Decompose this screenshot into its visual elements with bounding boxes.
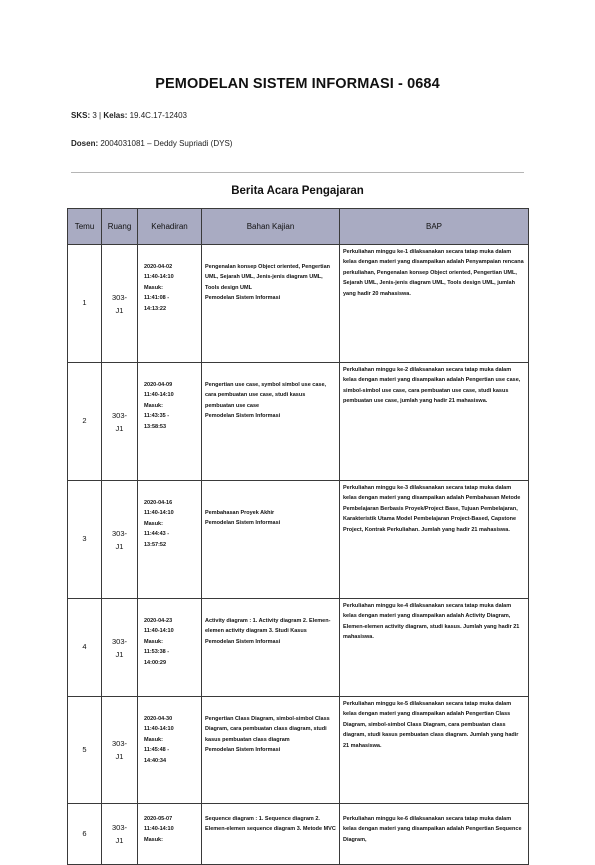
table-row — [68, 245, 529, 363]
kehadiran-text: 2020-05-07 11:40-14:10 Masuk: — [144, 816, 174, 843]
bahan-kajian-text: Activity diagram : 1. Activity diagram 2. Elemen-elemen activity diagram 3. Studi Kasus Pemodelan Sistem Informasi — [205, 618, 331, 645]
cell-bahan-kajian — [202, 481, 340, 599]
cell-kehadiran — [138, 363, 202, 481]
bap-text: Perkuliahan minggu ke-2 dilaksanakan secara tatap muka dalam kelas dengan materi yang disampaikan adalah Pengertian use case, simbol-simbol use case, cara pembuatan use case, studi kasus pembuatan use case, jumlah yang hadir 21 mahasiswa. — [343, 367, 521, 405]
column-header-kehadiran: Kehadiran — [138, 209, 202, 245]
bahan-kajian-text: Sequence diagram : 1. Sequence diagram 2. Elemen-elemen sequence diagram 3. Metode MVC — [205, 816, 336, 833]
cell-bahan-kajian — [202, 363, 340, 481]
cell-ruang — [102, 245, 138, 363]
column-header-bahan-kajian: Bahan Kajian — [202, 209, 340, 245]
ruang-text: 303- J1 — [111, 823, 127, 845]
bahan-kajian-text: Pembahasan Proyek Akhir Pemodelan Sistem Informasi — [205, 510, 281, 527]
column-header-ruang: Ruang — [102, 209, 138, 245]
table-row — [68, 481, 529, 599]
bahan-kajian-text: Pengertian Class Diagram, simbol-simbol Class Diagram, cara pembuatan class diagram, studi kasus pembuatan class diagram Pemodelan Sistem Informasi — [205, 716, 330, 754]
cell-temu: 3 — [68, 481, 102, 599]
bap-text: Perkuliahan minggu ke-1 dilaksanakan secara tatap muka dalam kelas dengan materi yang disampaikan adalah Penyampaian rencana perkuliahan, Pengenalan konsep Object oriented, Pengertian UML, Sejarah UML, Jenis-jenis diagram UML, Tools design UML, jumlah yang hadir 20 mahasiswa. — [343, 249, 524, 297]
dosen-label: Dosen: — [71, 139, 99, 148]
ruang-text: 303- J1 — [111, 636, 127, 659]
cell-ruang — [102, 363, 138, 481]
cell-kehadiran — [138, 481, 202, 599]
header-divider — [71, 172, 524, 173]
cell-bap — [340, 804, 529, 865]
kehadiran-text: 2020-04-09 11:40-14:10 Masuk: 11:43:35 - 13:58:53 — [144, 382, 174, 430]
document-title: PEMODELAN SISTEM INFORMASI - 0684 — [155, 76, 440, 92]
cell-bap — [340, 363, 529, 481]
bap-text: Perkuliahan minggu ke-3 dilaksanakan secara tatap muka dalam kelas dengan materi yang disampaikan adalah Pembahasan Metode Pembelajaran Berbasis Proyek/Project Base, Tujuan Pembelajaran, Karakteristik Utama Model Pembelajaran Project-Based, Capstone Project, Kontrak Perkuliahan. Jumlah yang hadir 21 mahasiswa. — [343, 485, 521, 533]
section-title: Berita Acara Pengajaran — [231, 185, 364, 197]
lecturer-meta — [71, 139, 232, 148]
cell-bahan-kajian — [202, 697, 340, 804]
column-header-bap: BAP — [340, 209, 529, 245]
cell-kehadiran — [138, 697, 202, 804]
cell-temu: 4 — [68, 599, 102, 697]
bahan-kajian-text: Pengertian use case, symbol simbol use case, cara pembuatan use case, studi kasus pembuatan use case Pemodelan Sistem Informasi — [205, 382, 327, 420]
cell-bap — [340, 245, 529, 363]
cell-ruang — [102, 599, 138, 697]
table-row — [68, 363, 529, 481]
table-header-row — [68, 209, 529, 245]
cell-bahan-kajian — [202, 804, 340, 865]
teaching-record-table — [67, 208, 529, 865]
dosen-value: 2004031081 – Deddy Supriadi (DYS) — [100, 139, 233, 148]
cell-temu: 5 — [68, 697, 102, 804]
cell-ruang — [102, 697, 138, 804]
cell-temu: 1 — [68, 245, 102, 363]
kehadiran-text: 2020-04-30 11:40-14:10 Masuk: 11:45:48 - 14:40:34 — [144, 716, 174, 764]
cell-bap — [340, 481, 529, 599]
cell-bap — [340, 697, 529, 804]
table-row — [68, 804, 529, 865]
meta-separator: | — [99, 111, 102, 120]
kelas-value: 19.4C.17-12403 — [129, 111, 187, 120]
cell-kehadiran — [138, 245, 202, 363]
bap-text: Perkuliahan minggu ke-6 dilaksanakan secara tatap muka dalam kelas dengan materi yang disampaikan adalah Pengertian Sequence Diagram, — [343, 816, 522, 843]
cell-ruang — [102, 481, 138, 599]
sks-label: SKS: — [71, 111, 91, 120]
bahan-kajian-text: Pengenalan konsep Object oriented, Pengertian UML, Sejarah UML, Jenis-jenis diagram UML, Tools design UML Pemodelan Sistem Informasi — [205, 264, 331, 302]
cell-temu: 6 — [68, 804, 102, 865]
ruang-text: 303- J1 — [111, 292, 127, 315]
cell-temu: 2 — [68, 363, 102, 481]
kehadiran-text: 2020-04-16 11:40-14:10 Masuk: 11:44:43 - 13:57:52 — [144, 500, 174, 548]
kehadiran-text: 2020-04-23 11:40-14:10 Masuk: 11:53:38 - 14:00:29 — [144, 618, 174, 666]
cell-bap — [340, 599, 529, 697]
bap-text: Perkuliahan minggu ke-4 dilaksanakan secara tatap muka dalam kelas dengan materi yang disampaikan adalah Activity Diagram, Elemen-elemen activity diagram, studi kasus. Jumlah yang hadir 21 mahasiswa. — [343, 603, 520, 641]
ruang-text: 303- J1 — [111, 528, 127, 551]
cell-bahan-kajian — [202, 599, 340, 697]
column-header-temu: Temu — [68, 209, 102, 245]
bap-text: Perkuliahan minggu ke-5 dilaksanakan secara tatap muka dalam kelas dengan materi yang disampaikan adalah Pengertian Class Diagram, simbol-simbol Class Diagram, cara pembuatan class diagram, studi kasus pembuatan class diagram. Jumlah yang hadir 21 mahasiswa. — [343, 701, 519, 749]
table-row — [68, 599, 529, 697]
cell-kehadiran — [138, 804, 202, 865]
ruang-text: 303- J1 — [111, 739, 127, 761]
kelas-label: Kelas: — [103, 111, 128, 120]
cell-ruang — [102, 804, 138, 865]
kehadiran-text: 2020-04-02 11:40-14:10 Masuk: 11:41:08 - 14:13:22 — [144, 264, 174, 312]
sks-value: 3 — [92, 111, 97, 120]
ruang-text: 303- J1 — [111, 410, 127, 433]
course-meta — [71, 111, 187, 120]
table-row — [68, 697, 529, 804]
cell-kehadiran — [138, 599, 202, 697]
cell-bahan-kajian — [202, 245, 340, 363]
